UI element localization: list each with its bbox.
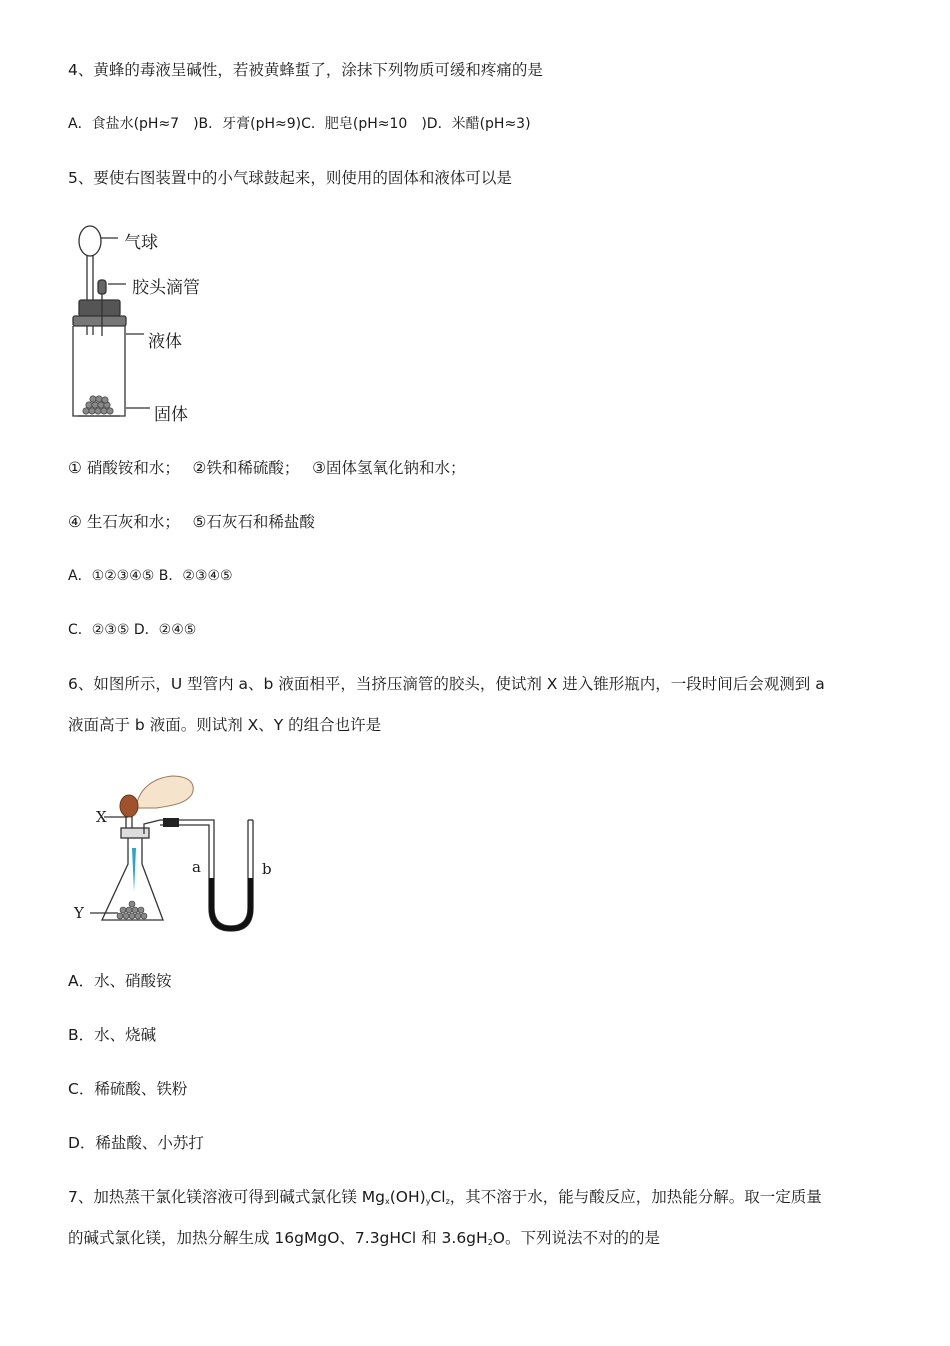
question-6-option-b: B．水、烧碱: [68, 1026, 157, 1044]
question-6-option-c: C．稀硫酸、铁粉: [68, 1080, 188, 1098]
question-6-stem-line1: 6、如图所示，U 型管内 a、b 液面相平，当挤压滴管的胶头，使试剂 X 进入锥形瓶内，一段时间后会观测到 a: [68, 675, 825, 693]
label-b: b: [262, 860, 272, 878]
question-6-option-a: A．水、硝酸铵: [68, 972, 172, 990]
balloon-apparatus-figure: [68, 220, 228, 425]
label-y: Y: [74, 904, 84, 922]
question-6-option-d: D．稀盐酸、小苏打: [68, 1134, 204, 1152]
label-liquid: 液体: [148, 332, 182, 352]
hand-shape: [136, 776, 193, 808]
q7-subscript-z: z: [445, 1197, 450, 1206]
question-5-options-cd: C．②③⑤ D．②④⑤: [68, 622, 197, 638]
u-tube-liquid: [209, 878, 253, 931]
q7-line2-text-start: 的碱式氯化镁，加热分解生成 16gMgO、7.3gHCl 和 3.6gH: [68, 1229, 488, 1247]
q7-chlorine: Cl: [430, 1188, 446, 1206]
dropper-tip: [132, 848, 136, 892]
q7-line2-text-end: O。下列说法不对的的是: [492, 1229, 660, 1247]
question-6-stem-line2: 液面高于 b 液面。则试剂 X、Y 的组合也许是: [68, 716, 382, 734]
label-solid: 固体: [154, 405, 188, 425]
tube-clip: [163, 818, 179, 827]
question-5-stem: 5、要使右图装置中的小气球鼓起来，则使用的固体和液体可以是: [68, 169, 512, 187]
u-tube-apparatus-drawing: [68, 768, 288, 933]
q7-hydroxide: (OH): [389, 1188, 426, 1206]
question-4-options: A．食盐水(pH≈7 )B．牙膏(pH≈9)C．肥皂(pH≈10 )D．米醋(pH≈3): [68, 116, 531, 132]
q7-line1-text-start: 7、加热蒸干氯化镁溶液可得到碱式氯化镁 Mg: [68, 1188, 386, 1206]
q7-subscript-2: 2: [487, 1238, 493, 1247]
u-tube-apparatus-figure: [68, 768, 288, 933]
q7-subscript-x: x: [385, 1197, 390, 1206]
q7-line1-text-end: ，其不溶于水，能与酸反应，加热能分解。取一定质量: [449, 1188, 822, 1206]
label-balloon: 气球: [124, 233, 158, 253]
dropper-bulb: [120, 795, 138, 817]
question-5-choices-line2: ④ 生石灰和水； ⑤石灰石和稀盐酸: [68, 513, 315, 531]
reagent-y-particles: [117, 901, 147, 919]
solid-particles: [83, 396, 113, 414]
label-x: X: [96, 808, 107, 826]
label-dropper: 胶头滴管: [132, 278, 200, 298]
question-7-line2: [68, 1228, 660, 1253]
question-5-options-ab: A．①②③④⑤ B．②③④⑤: [68, 568, 233, 584]
question-4-stem: 4、黄蜂的毒液呈碱性，若被黄蜂蜇了，涂抹下列物质可缓和疼痛的是: [68, 61, 543, 79]
question-7-line1: [68, 1187, 822, 1212]
label-a: a: [192, 858, 201, 876]
q7-subscript-y: y: [425, 1197, 431, 1206]
question-5-choices-line1: ① 硝酸铵和水； ②铁和稀硫酸； ③固体氢氧化钠和水；: [68, 459, 466, 477]
